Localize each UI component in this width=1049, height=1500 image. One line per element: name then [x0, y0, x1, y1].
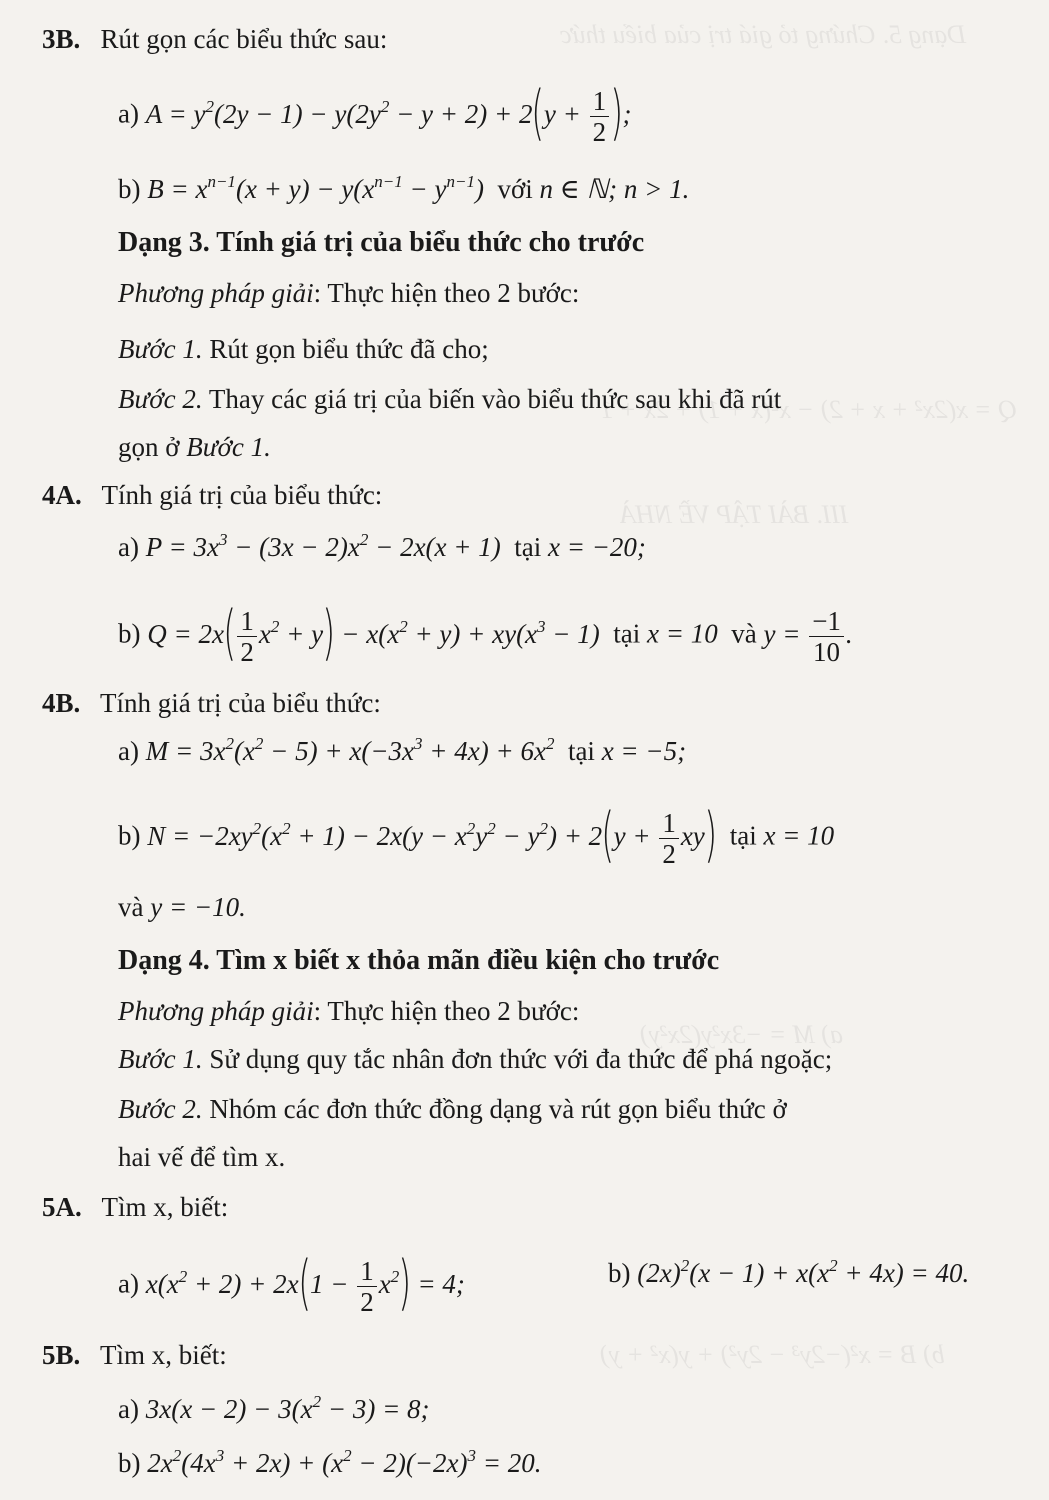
bleed-through-text: b) B = x²(−2y³ − 2y²) + y(x² + y) [600, 1340, 945, 1369]
bleed-through-text: Q = x(2x² + x + 2) − x²(x + 1) + 2x + 1 [600, 395, 1018, 424]
bleed-through-text: III. BÀI TẬP VỀ NHÀ [620, 500, 849, 529]
formula-M: $M = 3x^2(x^2 - 5) + x(-3x^3 + 4x) + 6x^2$ [145, 734, 555, 766]
formula-Q: Q = 2x( $\frac{1}{2}$ $x^2 + y) - x(x^2 + y) + xy(x^3 - 1)$ [147, 597, 600, 668]
and-word: và [731, 618, 757, 649]
exercise-4b-b [118, 799, 835, 870]
section-title-dang-4: Dạng 4. Tìm x biết x thỏa mãn điều kiện cho trước [118, 945, 720, 976]
equation-5b-b: $2x^2(4x^3 + 2x) + (x^2 - 2)(-2x)^3 = 20$. [147, 1446, 542, 1478]
step-1 [118, 1042, 832, 1076]
item-label: a) [118, 736, 139, 766]
exercise-number: 4B. [42, 688, 81, 718]
exercise-3b-b [118, 172, 689, 206]
exercise-number: 5B. [42, 1340, 81, 1370]
value-x: x = −5; [601, 736, 687, 766]
step-label: Bước 1. [118, 334, 203, 364]
exercise-4a-heading [42, 478, 382, 512]
at-word: tại [567, 736, 595, 766]
item-label: a) [118, 1268, 139, 1299]
exercise-4a-b [118, 597, 853, 668]
item-label: a) [118, 532, 139, 562]
method-text: : Thực hiện theo 2 bước: [313, 278, 580, 308]
step-text: gọn ở [118, 432, 187, 462]
item-label: a) [118, 98, 139, 129]
value-x: x = 10 [763, 820, 835, 851]
item-label: b) [118, 1448, 141, 1478]
equation-5b-a: $3x(x - 2) - 3(x^2 - 3) = 8$; [145, 1392, 430, 1424]
exercise-4b-b-continued [118, 890, 246, 924]
step-text: Sử dụng quy tắc nhân đơn thức với đa thức để phá ngoặc; [202, 1044, 833, 1074]
exercise-number: 4A. [42, 480, 82, 510]
exercise-intro: Tính giá trị của biểu thức: [100, 688, 381, 718]
bleed-through-text: a) M = −3x²y(2x²y) [640, 1020, 843, 1049]
step-label: Bước 2. [118, 1094, 203, 1124]
section-title-dang-3: Dạng 3. Tính giá trị của biểu thức cho trước [118, 227, 645, 258]
step-2 [118, 1092, 787, 1126]
exercise-intro: Tìm x, biết: [100, 1340, 227, 1370]
method-text: : Thực hiện theo 2 bước: [313, 996, 580, 1026]
and-word: và [118, 892, 144, 922]
exercise-4b-a [118, 734, 686, 768]
exercise-3b-a [118, 77, 632, 148]
exercise-5a-a [118, 1247, 465, 1318]
formula-N: $N = -2xy^2(x^2 + 1) - 2x(y - x^2y^2 - y^2) + 2(y$ + $\frac{1}{2}$ xy) [147, 799, 717, 870]
item-label: b) [118, 618, 141, 649]
exercise-intro: Rút gọn các biểu thức sau: [100, 24, 388, 54]
value-y: y = $\frac{-1}{10}$ . [763, 606, 853, 667]
exercise-5a-b [608, 1256, 969, 1290]
exercise-4a-a [118, 530, 646, 564]
item-label: b) [118, 174, 141, 204]
equation-5a-a: $x(x^2 + 2) + 2x(1$ − $\frac{1}{2}$ $x^2) = 4$; [145, 1247, 465, 1318]
exercise-4b-heading [42, 686, 381, 720]
step-1 [118, 332, 489, 366]
at-word: tại [729, 820, 757, 851]
step-text: Thay các giá trị của biến vào biểu thức sau khi đã rút [202, 384, 782, 414]
method-line [118, 994, 579, 1028]
condition-word: với [497, 174, 533, 204]
exercise-5b-b [118, 1446, 542, 1480]
step-label: Bước 2. [118, 384, 203, 414]
exercise-number: 5A. [42, 1192, 82, 1222]
step-2-continued [118, 430, 271, 464]
bleed-through-text: Dạng 5. Chứng tỏ giá trị của biểu thức [560, 20, 967, 49]
exercise-3b-heading [42, 22, 387, 56]
at-word: tại [514, 532, 542, 562]
value-y: y = −10. [150, 892, 246, 922]
exercise-number: 3B. [42, 24, 81, 54]
formula-A: $A = y^2(2y - 1) - y(2y^2 - y + 2) + 2(y$ + $\frac{1}{2}$ ); [145, 77, 632, 148]
exercise-intro: Tìm x, biết: [101, 1192, 229, 1222]
step-ref: Bước 1. [186, 432, 271, 462]
formula-B: $B = x^{n-1}(x + y) - y(x^{n-1} - y^{n-1})$ [147, 172, 484, 204]
method-label: Phương pháp giải [118, 278, 314, 308]
at-word: tại [613, 618, 641, 649]
value-x: x = −20; [547, 532, 646, 562]
item-label: a) [118, 1394, 139, 1424]
equation-5a-b: $(2x)^2(x - 1) + x(x^2 + 4x) = 40$. [637, 1256, 970, 1288]
step-text: Nhóm các đơn thức đồng dạng và rút gọn biểu thức ở [202, 1094, 787, 1124]
step-2-continued: hai vế để tìm x. [118, 1142, 286, 1172]
exercise-5b-a [118, 1392, 430, 1426]
value-x: x = 10 [647, 618, 718, 649]
method-line [118, 276, 579, 310]
step-label: Bước 1. [118, 1044, 203, 1074]
method-label: Phương pháp giải [118, 996, 314, 1026]
exercise-intro: Tính giá trị của biểu thức: [101, 480, 383, 510]
step-text: Rút gọn biểu thức đã cho; [202, 334, 489, 364]
condition-set: n ∈ ℕ; n > 1. [539, 174, 690, 204]
exercise-5b-heading [42, 1338, 227, 1372]
item-label: b) [118, 820, 141, 851]
item-label: b) [608, 1258, 631, 1288]
step-2 [118, 382, 781, 416]
exercise-5a-heading [42, 1190, 228, 1224]
formula-P: $P = 3x^3 - (3x - 2)x^2 - 2x(x + 1)$ [145, 530, 501, 562]
